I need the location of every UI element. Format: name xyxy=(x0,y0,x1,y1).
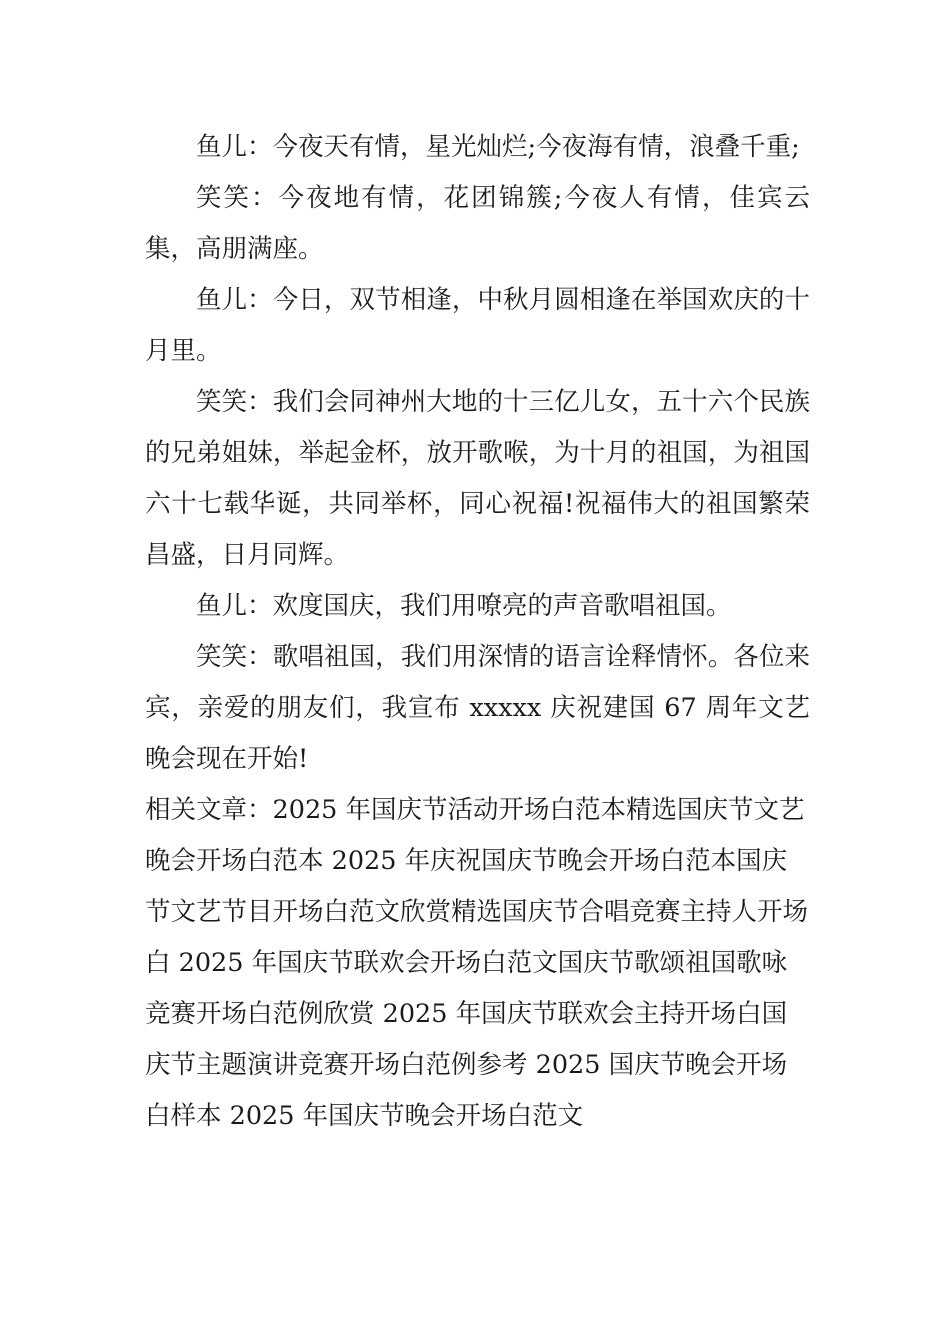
related-articles: 相关文章：2025 年国庆节活动开场白范本精选国庆节文艺晚会开场白范本 2025 年庆祝国庆节晚会开场白范本国庆节文艺节目开场白范文欣赏精选国庆节合唱竞赛主持人开场白 2025 年国庆节联欢会开场白范文国庆节歌颂祖国歌咏竞赛开场白范例欣赏 2025 年国庆节联欢会主持开场白国庆节主题演讲竞赛开场白范例参考 2025 国庆节晚会开场白样本 2025 年国庆节晚会开场白范文 xyxy=(145,795,809,1131)
paragraph-6: 笑笑：歌唱祖国，我们用深情的语言诠释情怀。各位来宾，亲爱的朋友们，我宣布 xxxxx 庆祝建国 67 周年文艺晚会现在开始! xyxy=(145,642,810,774)
paragraph-1: 鱼儿：今夜天有情，星光灿烂;今夜海有情，浪叠千重; xyxy=(196,132,800,162)
paragraph-2: 笑笑：今夜地有情，花团锦簇;今夜人有情，佳宾云集，高朋满座。 xyxy=(145,183,810,264)
paragraph-3: 鱼儿：今日，双节相逢，中秋月圆相逢在举国欢庆的十月里。 xyxy=(145,285,810,366)
paragraph-4: 笑笑：我们会同神州大地的十三亿儿女，五十六个民族的兄弟姐妹，举起金杯，放开歌喉，为十月的祖国，为祖国六十七载华诞，共同举杯，同心祝福!祝福伟大的祖国繁荣昌盛，日月同辉。 xyxy=(145,387,810,570)
paragraph-5: 鱼儿：欢度国庆，我们用嘹亮的声音歌唱祖国。 xyxy=(196,591,732,621)
document-body xyxy=(145,122,810,1142)
